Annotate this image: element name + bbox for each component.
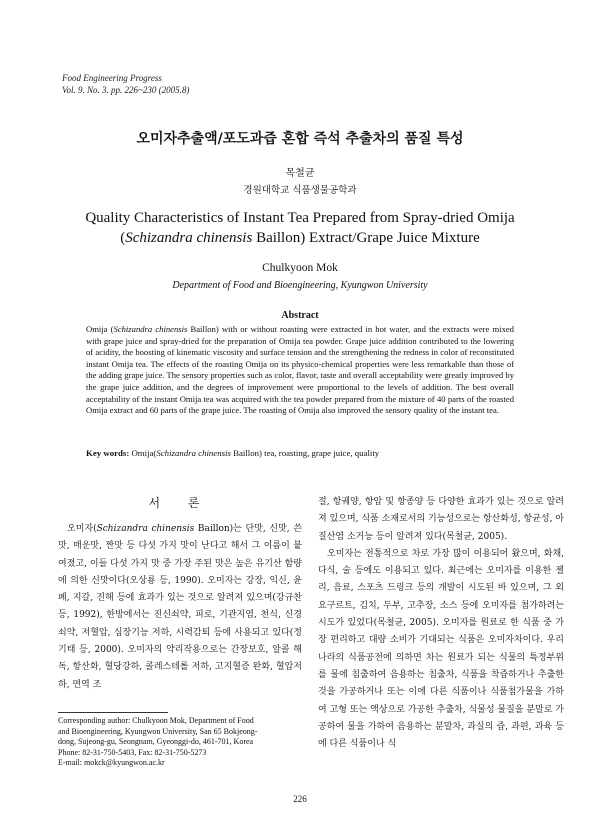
corresponding-author-footnote (58, 716, 308, 769)
abstract-text: Baillon) with or without roasting were extracted in hot water, and the extracts were mixed with grape juice and spray-dried for the preparation of Omija tea powder. Grape juice addition contributed to the lowering of acidity, the boosting of kinematic viscosity and surface tension and the strengthening the redness in color of reconstituted instant Omija tea. The effects of the roasting Omija on its physico-chemical properties were less remarkable than those of the adding grape juice. The sensory properties such as color, flavor, taste and overall acceptability were greatly improved by the grape juice addition, and the degrees of improvement were proportional to the levels of addition. The best overall acceptability of the instant Omija tea was acquired with the tea powder prepared from the mixture of 40 parts of the roasted Omija extract and 60 parts of the grape juice. The roasting of Omija also improved the sensory quality of the instant tea. (86, 324, 514, 416)
abstract-species: Schizandra chinensis (113, 324, 188, 334)
paren-open: ( (120, 230, 126, 246)
journal-header (62, 72, 189, 96)
english-title-line2 (60, 228, 540, 248)
section-title-introduction: 서 론 (148, 496, 212, 510)
english-affiliation: Department of Food and Bioengineering, Kyungwon University (172, 280, 428, 291)
korean-affiliation: 경원대학교 식품생물공학과 (243, 185, 357, 196)
english-title-line2-rest: Baillon) Extract/Grape Juice Mixture (252, 230, 480, 246)
footnote-divider (58, 712, 168, 713)
abstract-heading: Abstract (281, 310, 319, 321)
keywords-label: Key words: (86, 448, 130, 458)
footnote-line: dong, Sujeong-gu, Seongnam, Gyeonggi-do, 461-701, Korea (58, 737, 254, 747)
english-title-species: Schizandra chinensis (125, 230, 253, 246)
footnote-line: Corresponding author: Chulkyoon Mok, Department of Food (58, 716, 254, 725)
body-left-column (58, 521, 302, 694)
english-author: Chulkyoon Mok (262, 262, 338, 274)
keywords-species: Schizandra chinensis (156, 448, 231, 458)
footnote-email: E-mail: mokck@kyungwon.ac.kr (58, 758, 165, 768)
page-number: 226 (293, 794, 307, 804)
abstract-start: Omija ( (86, 324, 114, 334)
intro-paragraph-1 (58, 521, 302, 694)
keywords (86, 447, 546, 459)
body-right-column (318, 494, 564, 753)
intro-paragraph-2: 오미자는 전통적으로 차로 가장 많이 이용되어 왔으며, 화채, 다식, 술 등에도 이용되고 있다. 최근에는 오미자를 이용한 젤리, 음료, 스포츠 드링크 등의 개발이 시도된 바 있으며, 그 외 요구르트, 김치, 두부, 고추장, 소스 등에 오미자를 첨가하려는 시도가 있었다(목철균, 2005). 오미자를 원료로 한 식품 중 가장 편리하고 대량 소비가 기대되는 식품은 오미자차이다. 우리나라의 식품공전에 의하면 차는 원료가 되는 식물의 특정부위를 물에 침출하여 음용하는 침출차, 식품을 착즙하거나 추출한 것을 가공하거나 또는 이에 다른 식품이나 식품첨가물을 가하여 고형 또는 액상으로 가공한 추출차, 식물성 물질을 분말로 가공하여 물을 가하여 음용하는 분말차, 과실의 즙, 과편, 과육 등에 다른 식품이나 식 (318, 548, 564, 750)
abstract-body (86, 324, 514, 417)
footnote-line: and Bioengineering, Kyungwon University, San 65 Bokjeong- (58, 726, 258, 736)
intro-species: Schizandra chinensis (96, 524, 195, 534)
english-title-line1: Quality Characteristics of Instant Tea Prepared from Spray-dried Omija (85, 210, 515, 226)
english-title (60, 208, 540, 248)
keywords-pre: Omija( (129, 448, 157, 458)
korean-title: 오미자추출액/포도과즙 혼합 즉석 추출차의 품질 특성 (136, 131, 464, 147)
footnote-line: Phone: 82-31-750-5403, Fax: 82-31-750-5273 (58, 747, 207, 757)
journal-volume: Vol. 9. No. 3. pp. 226~230 (2005.8) (62, 85, 190, 95)
journal-name: Food Engineering Progress (62, 73, 162, 83)
keywords-rest: Baillon) tea, roasting, grape juice, quality (230, 448, 380, 458)
korean-author: 목철균 (285, 168, 315, 179)
intro-paragraph-continued: 절, 항궤양, 항암 및 항종양 등 다양한 효과가 있는 것으로 알려져 있으며, 식품 소재로서의 기능성으로는 항산화성, 항균성, 아질산염 소거능 등이 알려져 있다(목철균, 2005). (318, 497, 564, 542)
intro-rest: Baillon)는 단맛, 신맛, 쓴맛, 매운맛, 짠맛 등 다섯 가지 맛이 난다고 해서 그 이름이 붙여졌고, 이들 다섯 가지 맛 중 가장 주된 맛은 높은 유기산 함량에 의한 신맛이다(오상룡 등, 1990). 오미자는 강장, 익신, 윤폐, 지갈, 진해 등에 효과가 있는 것으로 알려져 있으며(강규찬 등, 1992), 한방에서는 진신쇠약, 피로, 기관지염, 천식, 신경쇠약, 저혈압, 심장기능 저하, 시력감퇴 등에 사용되고 있다(정기태 등, 2000). 오미자의 약리작용으로는 간장보호, 알콜 해독, 항산화, 혈당강하, 콜레스테롤 저하, 고지혈증 완화, 혈압저하, 면역 조 (58, 524, 302, 690)
intro-start: 오미자( (67, 524, 97, 534)
